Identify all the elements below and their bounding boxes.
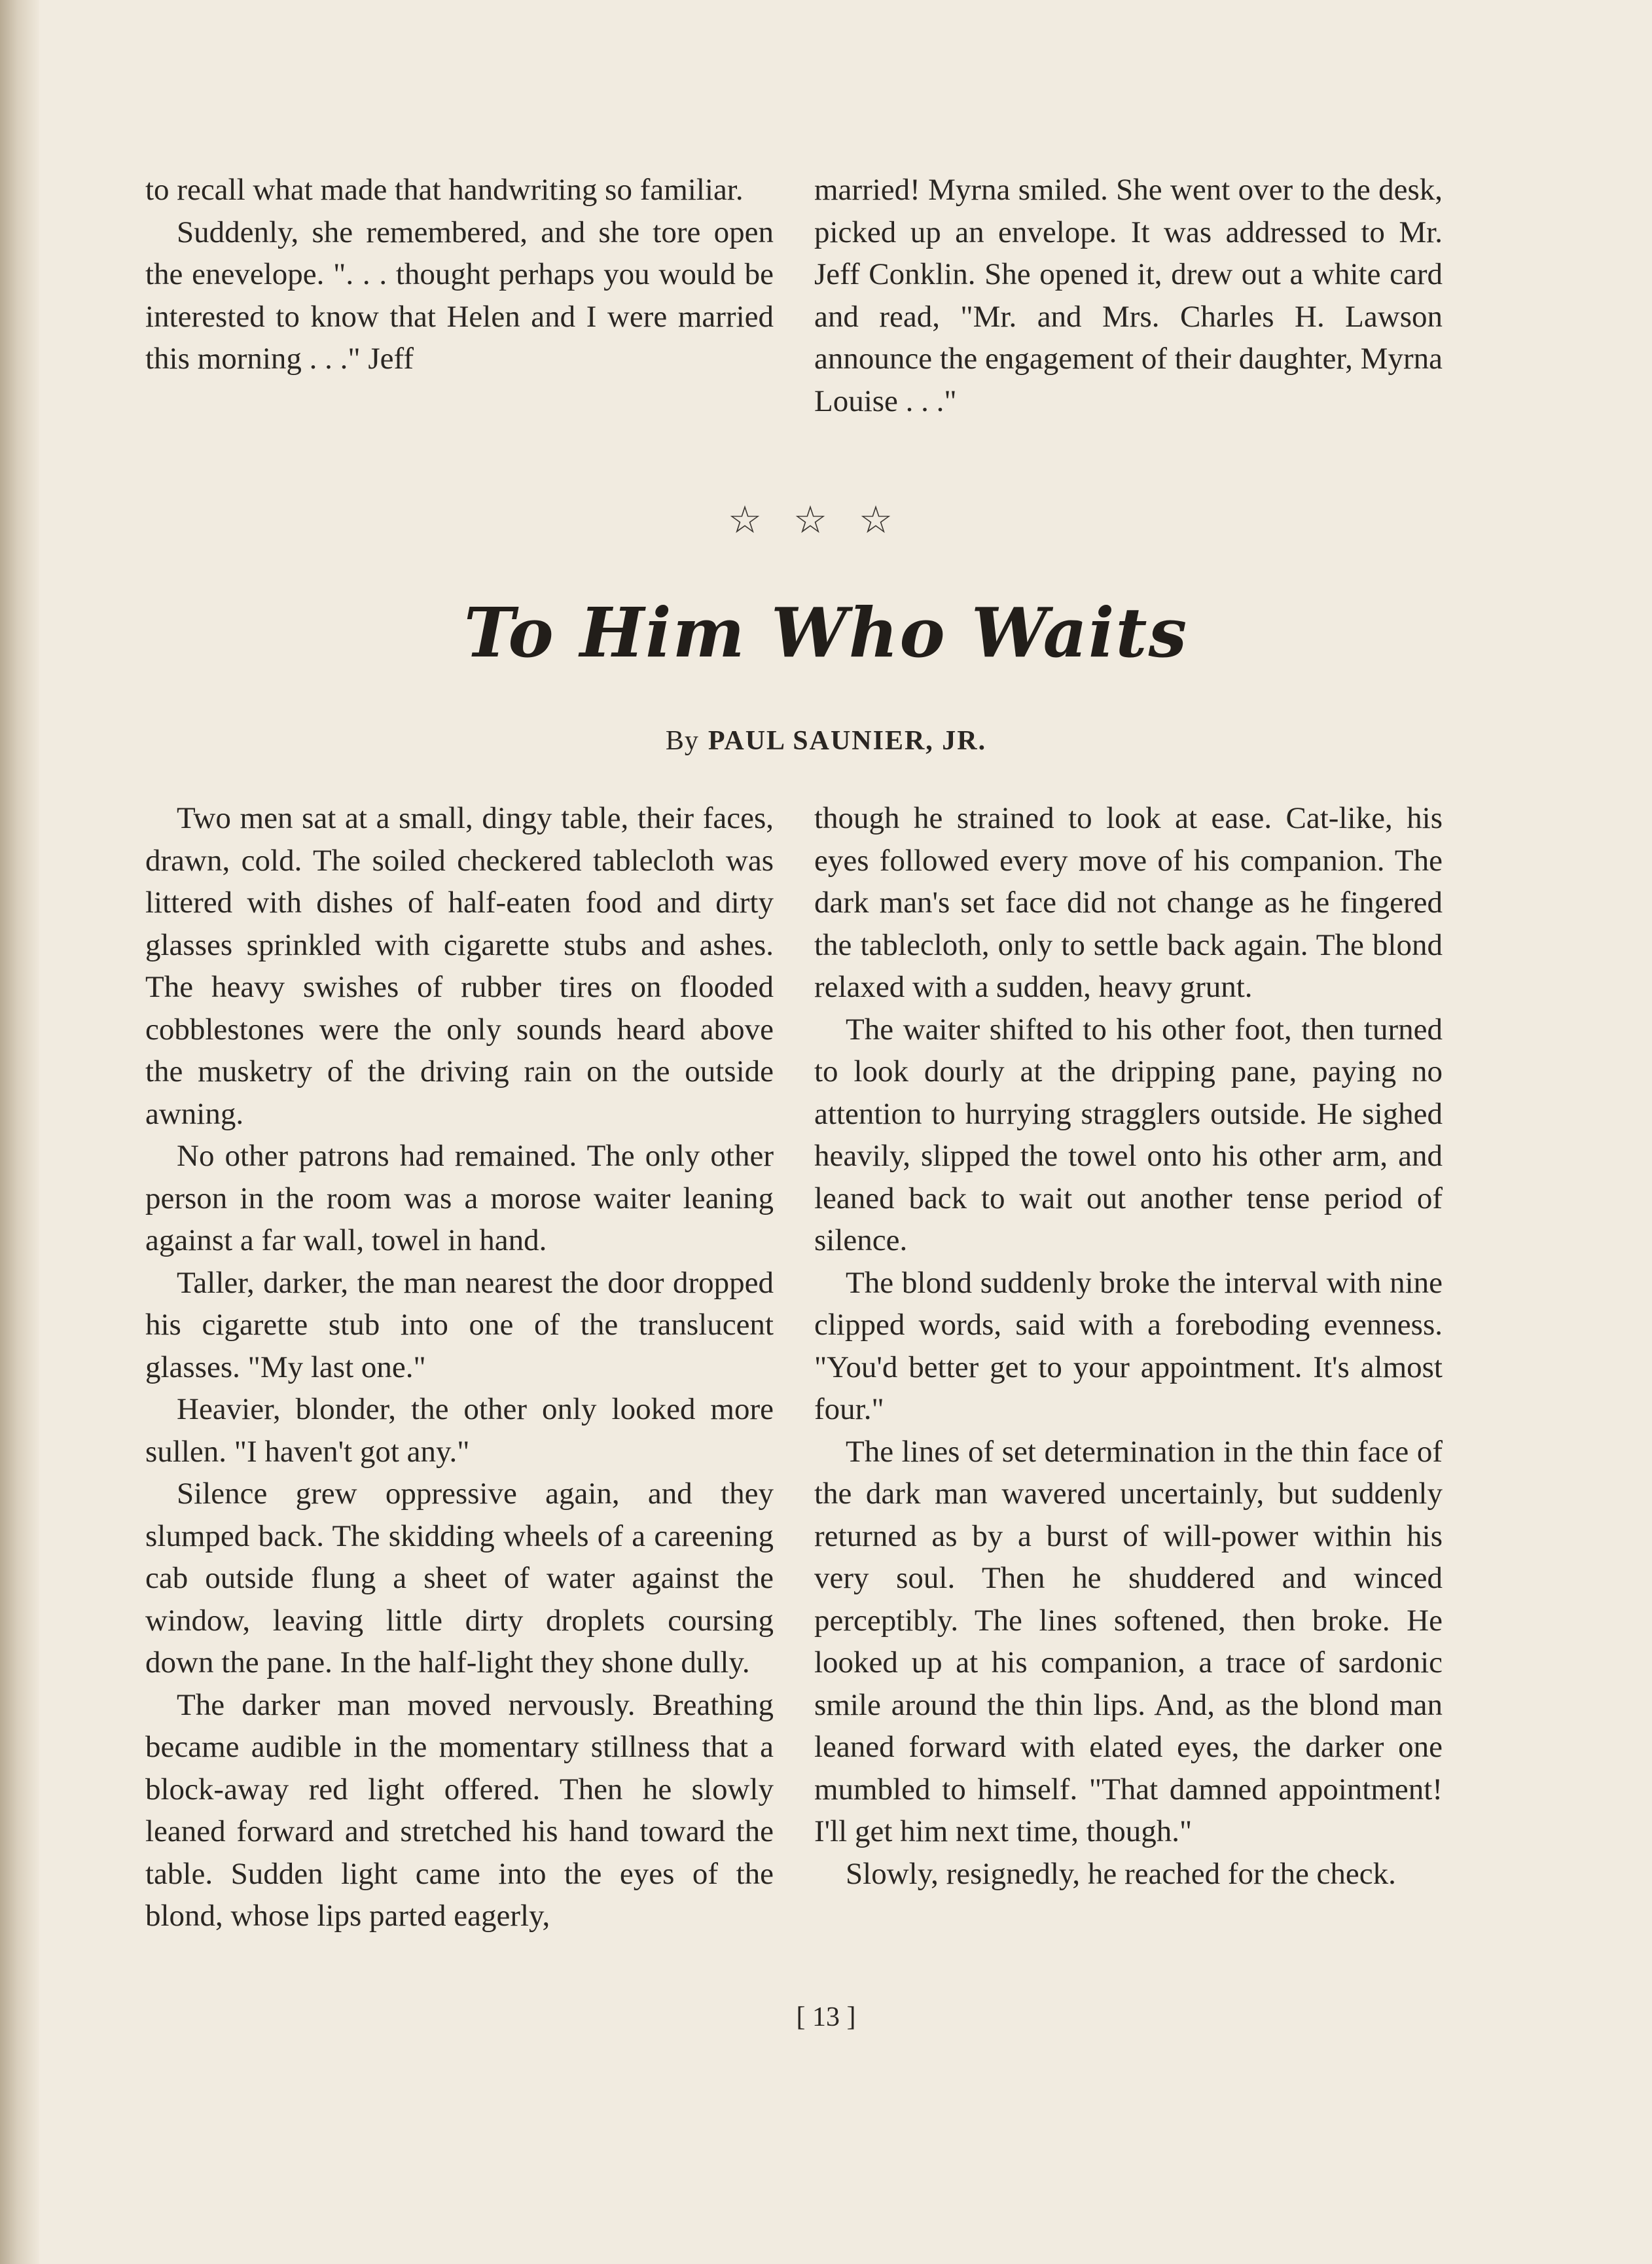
previous-story-left-column: [145, 169, 774, 380]
story-left-column: [145, 797, 774, 1937]
author-name: PAUL SAUNIER, JR.: [708, 726, 987, 756]
paragraph: Taller, darker, the man nearest the door dropped his cigarette stub into one of the translucent glasses. "My last one.": [145, 1265, 774, 1384]
story-title: To Him Who Waits: [463, 592, 1189, 673]
paragraph: No other patrons had remained. The only other person in the room was a morose waiter leaning against a far wall, towel in hand.: [145, 1139, 774, 1257]
paragraph: The waiter shifted to his other foot, then turned to look dourly at the dripping pane, paying no attention to hurrying stragglers outside. He sighed heavily, slipped the towel onto his other arm, and leaned back to wait out another tense period of silence.: [814, 1012, 1443, 1257]
paragraph: Heavier, blonder, the other only looked more sullen. "I haven't got any.": [145, 1392, 774, 1469]
paragraph: Silence grew oppressive again, and they slumped back. The skidding wheels of a careening cab outside flung a sheet of water against the window, leaving little dirty droplets coursing down the pane. In the half-light they shone dully.: [145, 1477, 774, 1680]
paragraph: The blond suddenly broke the interval with nine clipped words, said with a foreboding evenness. "You'd better get to your appointment. It's almost four.": [814, 1265, 1443, 1426]
page-binding-shadow: [0, 0, 39, 2264]
byline: [0, 725, 1652, 757]
byline-prefix: By: [665, 726, 699, 756]
paragraph: married! Myrna smiled. She went over to the desk, picked up an envelope. It was addressed to Mr. Jeff Conklin. She opened it, drew out a white card and read, "Mr. and Mrs. Charles H. Lawson announce the engagement of their daughter, Myrna Louise . . .": [814, 173, 1443, 418]
paragraph: The lines of set determination in the thin face of the dark man wavered uncertainly, but suddenly returned as by a burst of will-power within his very soul. Then he shuddered and winced perceptibly. The lines softened, then broke. He looked up at his companion, a trace of sardonic smile around the thin lips. And, as the blond man leaned forward with elated eyes, the darker one mumbled to himself. "That damned appointment! I'll get him next time, though.": [814, 1434, 1443, 1848]
paragraph: though he strained to look at ease. Cat-like, his eyes followed every move of his companion. The dark man's set face did not change as he fingered the tablecloth, only to settle back again. The blond relaxed with a sudden, heavy grunt.: [814, 801, 1443, 1004]
paragraph: Suddenly, she remembered, and she tore open the enevelope. ". . . thought perhaps you would be interested to know that Helen and I were married this morning . . ." Jeff: [145, 215, 774, 376]
paragraph: The darker man moved nervously. Breathing became audible in the momentary stillness that a block-away red light offered. Then he slowly leaned forward and stretched his hand toward the table. Sudden light came into the eyes of the blond, whose lips parted eagerly,: [145, 1687, 774, 1933]
paragraph: to recall what made that handwriting so familiar.: [145, 173, 744, 207]
page-number: [ 13 ]: [796, 2002, 856, 2032]
story-right-column: [814, 797, 1443, 1895]
section-separator-stars: ☆☆☆: [728, 497, 924, 542]
paragraph: Slowly, resignedly, he reached for the check.: [846, 1856, 1396, 1891]
paragraph: Two men sat at a small, dingy table, their faces, drawn, cold. The soiled checkered tablecloth was littered with dishes of half-eaten food and dirty glasses sprinkled with cigarette stubs and ashes. The heavy swishes of rubber tires on flooded cobblestones were the only sounds heard above the musketry of the driving rain on the outside awning.: [145, 801, 774, 1131]
previous-story-right-column: [814, 169, 1443, 422]
